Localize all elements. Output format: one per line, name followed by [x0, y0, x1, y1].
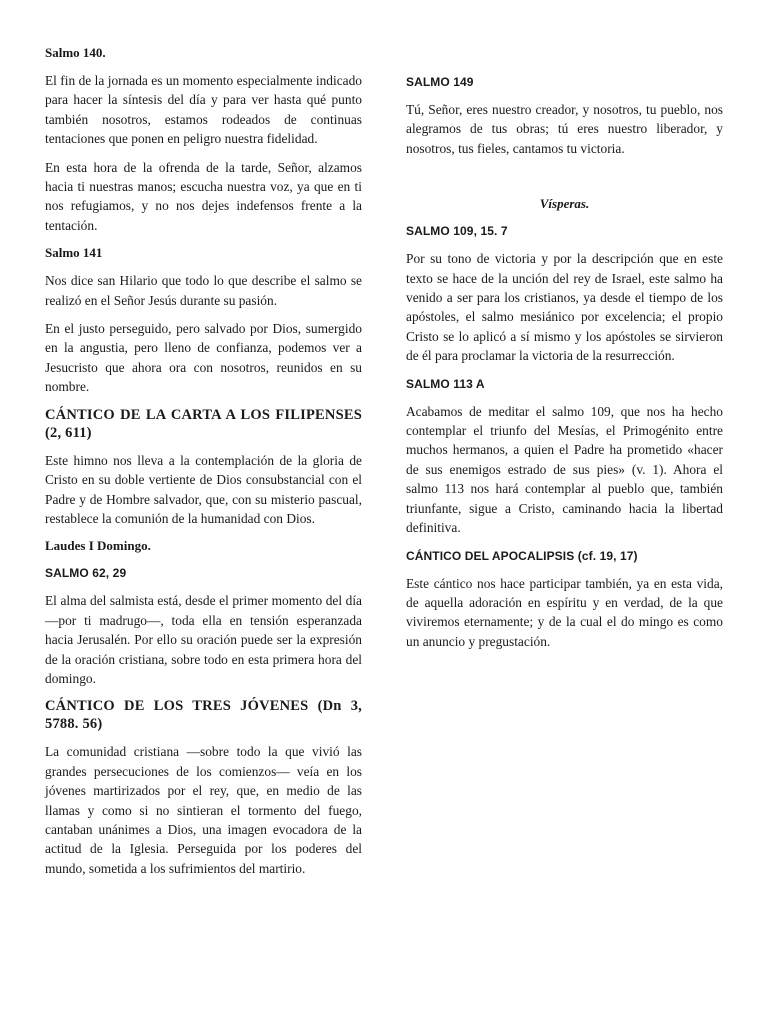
heading-visperas: Vísperas. [539, 196, 590, 212]
paragraph: En el justo perseguido, pero salvado por Dios, sumergido en la angustia, pero lleno de confianza, podemos ver a Jesucristo que ahora ora con nosotros, reunidos en su nombre. [45, 321, 362, 395]
paragraph: Acabamos de meditar el salmo 109, que nos ha hecho contemplar el triunfo del Mesías, el Primogénito entre muchos hermanos, a quien el Padre ha prometido «hacer de sus enemigos estrado de sus pies» (v. 1). Ahora el salmo 113 nos hará contemplar al pueblo que, también triunfante, sigue a Cristo, caminando hacia la libertad definitiva. [406, 403, 723, 536]
paragraph: La comunidad cristiana —sobre todo la que vivió las grandes persecuciones de los comienzos— veía en los jóvenes martirizados por el rey, que, en medio de las llamas y como si no sintieran el tormento del fuego, cantaban unánimes a Dios, una imagen evocadora de la actitud de la Iglesia. Perseguida por los poderes del mundo, sometida a los sufrimientos del martirio. [45, 744, 362, 876]
heading-salmo-62: SALMO 62, 29 [45, 566, 127, 581]
heading-cantico-tres-jovenes: CÁNTICO DE LOS TRES JÓVENES (Dn 3, 5788. 56) [45, 698, 362, 733]
heading-salmo-109: SALMO 109, 15. 7 [406, 224, 508, 239]
paragraph: Este himno nos lleva a la contemplación de la gloria de Cristo en su doble vertiente de Dios consubstancial con el Padre y de Hombre salvador, que, con su misterio pascual, restablece la comunión de la humanidad con Dios. [45, 452, 362, 526]
heading-salmo-140: Salmo 140. [45, 45, 106, 60]
heading-salmo-141: Salmo 141 [45, 245, 103, 261]
heading-laudes: Laudes I Domingo. [45, 538, 151, 554]
heading-cantico-filipenses: CÁNTICO DE LA CARTA A LOS FILIPENSES (2, 611) [45, 406, 362, 441]
paragraph: Nos dice san Hilario que todo lo que describe el salmo se realizó en el Señor Jesús durante su pasión. [45, 273, 362, 308]
spacer [406, 167, 723, 195]
paragraph: Por su tono de victoria y por la descripción que en este texto se hace de la unción del rey de Israel, este salmo ha venido a ser para los cristianos, ya desde el tiempo de los apóstoles, el salmo mesiánico por excelencia; el propio Cristo se lo aplicó a sí mismo y los apóstoles se sirvieron de él para proclamar la victoria de la resurrección. [406, 251, 723, 364]
paragraph: El alma del salmista está, desde el primer momento del día —por ti madrugo—, toda ella en tensión esperanzada hacia Jerusalén. Por ello su oración puede ser la expresión de la oración cristiana, sobre todo en esta primera hora del domingo. [45, 593, 362, 686]
left-column [45, 44, 362, 887]
heading-salmo-113: SALMO 113 A [406, 376, 485, 391]
right-column [406, 73, 723, 660]
paragraph: Este cántico nos hace participar también, ya en esta vida, de aquella adoración en espíritu y en verdad, de la que viviremos eternamente; y de la cual el do mingo es como un anuncio y pregustación. [406, 575, 723, 649]
paragraph: En esta hora de la ofrenda de la tarde, Señor, alzamos hacia ti nuestras manos; escucha nuestra voz, ya que en ti nos refugiamos, y no nos dejes indefensos frente a la tentación. [45, 159, 362, 233]
heading-cantico-apocalipsis: CÁNTICO DEL APOCALIPSIS (cf. 19, 17) [406, 548, 638, 563]
paragraph: El fin de la jornada es un momento especialmente indicado para hacer la síntesis del día y para ver hasta qué punto también nosotros, estamos rodeados de continuas tentaciones que ponen en peligro nuestra fidelidad. [45, 73, 362, 147]
heading-salmo-149: SALMO 149 [406, 75, 474, 89]
paragraph: Tú, Señor, eres nuestro creador, y nosotros, tu pueblo, nos alegramos de tus obras; tú eres nuestro liberador, y nosotros, tus fieles, cantamos tu victoria. [406, 102, 723, 156]
